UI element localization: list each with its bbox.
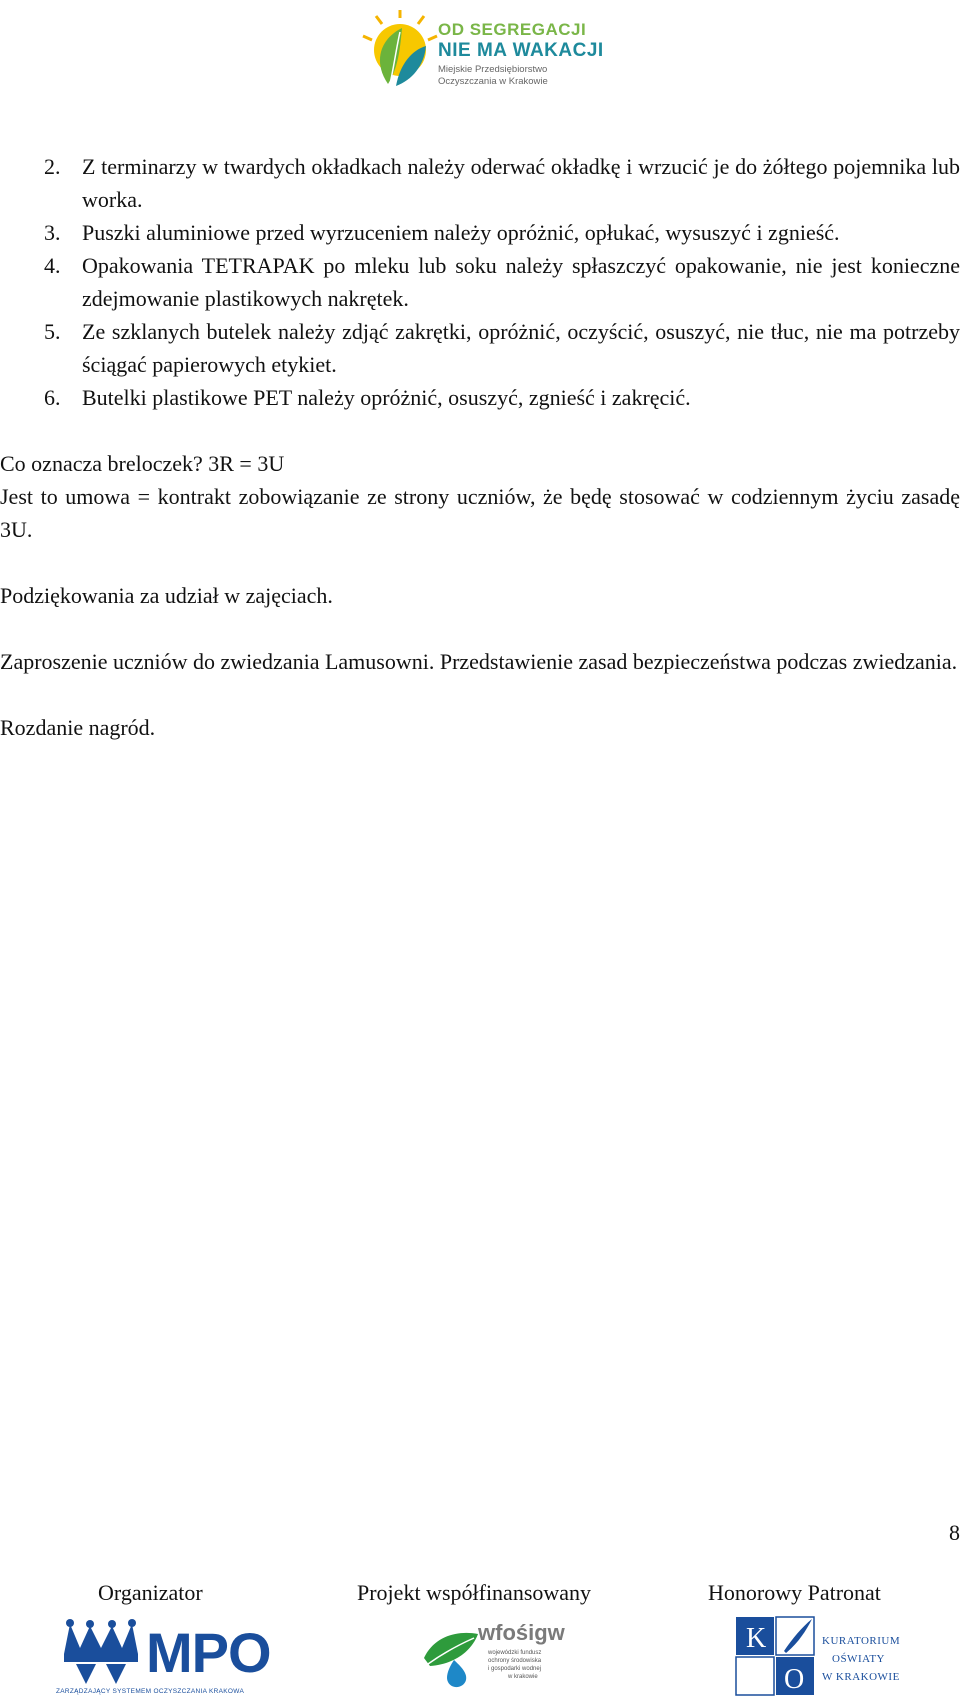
ko-letter-o: O xyxy=(784,1664,805,1695)
logo-title-line2: NIE MA WAKACJI xyxy=(438,40,604,61)
list-item xyxy=(0,249,960,315)
list-item xyxy=(0,315,960,381)
ko-emblem-icon xyxy=(734,1615,818,1699)
wfos-sub-line: i gospodarki wodnej xyxy=(488,1666,542,1672)
list-item-number: 5. xyxy=(44,319,61,344)
list-item-text: Puszki aluminiowe przed wyrzuceniem należy opróżnić, opłukać, wysuszyć i zgnieść. xyxy=(82,220,840,245)
kuratorium-logo xyxy=(734,1615,901,1701)
list-item xyxy=(0,381,960,414)
list-item-text: Opakowania TETRAPAK po mleku lub soku należy spłaszczyć opakowanie, nie jest konieczne zdejmowanie plastikowych nakrętek. xyxy=(82,253,960,311)
header-logo xyxy=(360,10,604,88)
mpo-caption: ZARZĄDZAJĄCY SYSTEMEM OCZYSZCZANIA KRAKOWA xyxy=(56,1688,245,1695)
patron-label: Honorowy Patronat xyxy=(708,1580,881,1605)
page-number: 8 xyxy=(949,1520,960,1545)
wfos-wordmark: wfośigw xyxy=(478,1620,565,1645)
list-item-text: Ze szklanych butelek należy zdjąć zakrętki, opróżnić, oczyścić, osuszyć, nie tłuc, nie ma potrzeby ściągać papierowych etykiet. xyxy=(82,319,960,377)
wfos-sub-line: ochrony środowiska xyxy=(488,1658,542,1664)
list-item-number: 3. xyxy=(44,220,61,245)
wfos-sub-line: w krakowie xyxy=(508,1674,538,1680)
footer-labels xyxy=(0,1580,960,1613)
logo-subtitle-2: Oczyszczania w Krakowie xyxy=(438,76,548,87)
ko-title-line: OŚWIATY xyxy=(832,1653,885,1665)
ko-title-line: KURATORIUM xyxy=(822,1635,901,1647)
awards-paragraph: Rozdanie nagród. xyxy=(0,715,156,740)
wfos-sub-line: wojewódzki fundusz xyxy=(488,1650,542,1656)
list-item xyxy=(0,216,960,249)
instructions-list xyxy=(0,150,960,414)
ko-letter-k: K xyxy=(746,1623,767,1654)
logo-title-line1: OD SEGREGACJI xyxy=(438,20,587,39)
thanks-paragraph: Podziękowania za udział w zajęciach. xyxy=(0,583,333,608)
list-item-number: 6. xyxy=(44,385,61,410)
project-label: Projekt współfinansowany xyxy=(357,1580,592,1605)
sun-leaf-icon xyxy=(360,10,438,88)
mpo-wordmark: MPO xyxy=(146,1621,271,1684)
list-item-text: Z terminarzy w twardych okładkach należy oderwać okładkę i wrzucić je do żółtego pojemnika lub worka. xyxy=(82,154,960,212)
breloczek-question: Co oznacza breloczek? 3R = 3U xyxy=(0,451,285,476)
mpo-logo xyxy=(56,1618,271,1698)
crown-icon xyxy=(56,1618,146,1688)
list-item xyxy=(0,150,960,216)
organizer-label: Organizator xyxy=(98,1580,203,1605)
list-item-text: Butelki plastikowe PET należy opróżnić, osuszyć, zgnieść i zakręcić. xyxy=(82,385,691,410)
list-item-number: 2. xyxy=(44,154,61,179)
wfos-logo xyxy=(420,1620,565,1700)
logo-subtitle-1: Miejskie Przedsiębiorstwo xyxy=(438,64,548,75)
list-item-number: 4. xyxy=(44,253,61,278)
invite-paragraph: Zaproszenie uczniów do zwiedzania Lamusowni. Przedstawienie zasad bezpieczeństwa podczas zwiedzania. xyxy=(0,649,958,674)
leaf-drop-icon xyxy=(420,1620,482,1690)
ko-title-line: W KRAKOWIE xyxy=(822,1671,900,1683)
document-body xyxy=(0,150,960,744)
breloczek-answer: Jest to umowa = kontrakt zobowiązanie ze strony uczniów, że będę stosować w codziennym życiu zasadę 3U. xyxy=(0,484,960,542)
